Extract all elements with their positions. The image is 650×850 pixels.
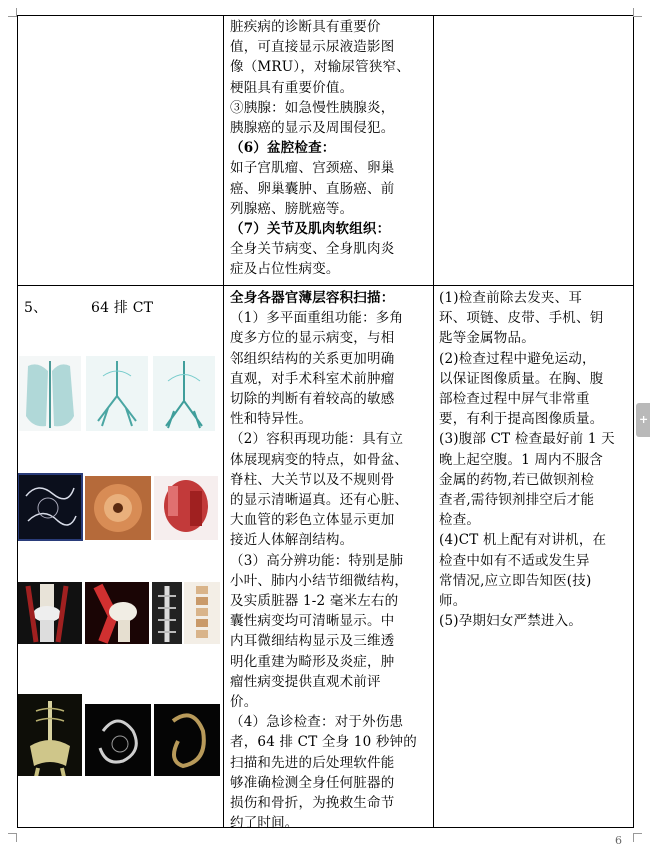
text-line: 症及占位性病变。 (230, 261, 340, 278)
text-line: 以保证图像质量。在胸、腹 (439, 370, 604, 387)
pelvis-skeleton-image (18, 694, 82, 776)
ct-image-grid (18, 356, 223, 776)
side-expand-tab[interactable] (636, 403, 650, 437)
ct-heading: 全身各器官薄层容积扫描： (230, 290, 395, 306)
text-line: （2）容积再现功能：具有立 (230, 431, 404, 448)
inner-ear-image (85, 704, 151, 776)
row1-content-cell (230, 17, 430, 280)
text-line: (5)孕期妇女严禁进入。 (439, 613, 583, 630)
text-line: 如子宫肌瘤、宫颈癌、卵巢 (230, 160, 395, 177)
row2-notes-cell (439, 288, 634, 631)
text-line: 体展现病变的特点，如骨盆、 (230, 451, 409, 468)
crop-mark (633, 8, 642, 17)
ct-images (18, 356, 223, 776)
colon-reconstruction-image (18, 474, 82, 540)
text-line: 常情况,应立即告知医(技) (439, 572, 592, 589)
text-line: 检查。 (439, 512, 481, 529)
text-line: (4)CT 机上配有对讲机，在 (439, 532, 607, 549)
text-line: 全身关节病变、全身肌肉炎 (230, 241, 395, 258)
text-line: 部检查过程中屏气非常重 (439, 391, 590, 408)
row-divider (18, 285, 633, 286)
text-line: 要，有利于提高图像质量。 (439, 411, 604, 428)
text-line: 性和特异性。 (230, 411, 313, 428)
text-line: 晚上起空腹。1 周内不服含 (439, 451, 603, 468)
text-line: 梗阻具有重要价值。 (230, 79, 354, 96)
crop-mark (8, 8, 17, 17)
text-line: 切除的判断有着较高的敏感 (230, 391, 395, 408)
text-line: （3）高分辨功能：特别是肺 (230, 552, 404, 569)
text-line: 癌、卵巢囊肿、直肠癌、前 (230, 180, 395, 197)
text-line: 像（MRU），对输尿管狭窄、 (230, 59, 410, 76)
text-line: 值，可直接显示尿液造影图 (230, 39, 395, 56)
knee-joint-color-image (85, 582, 149, 644)
text-line: 环、项链、皮带、手机、钥 (439, 310, 604, 327)
text-line: 度多方位的显示病变，与相 (230, 330, 395, 347)
knee-joint-image (18, 582, 82, 644)
text-line: 匙等金属物品。 (439, 330, 535, 347)
text-line: 囊性病变均可清晰显示。中 (230, 613, 395, 630)
text-line: 直观，对手术科室术前肿瘤 (230, 370, 395, 387)
text-line: 及实质脏器 1-2 毫米左右的 (230, 593, 399, 610)
virtual-endoscopy-image (85, 476, 151, 540)
text-line: (3)腹部 CT 检查最好前 1 天 (439, 431, 615, 448)
column-divider (433, 16, 434, 827)
text-line: 够准确检测全身任何脏器的 (230, 774, 395, 791)
text-line: 内耳微细结构显示及三维透 (230, 633, 395, 650)
bronchial-tree-image (86, 356, 148, 431)
joint-heading: （7）关节及肌肉软组织： (230, 221, 391, 238)
bronchial-tree-image (153, 356, 215, 431)
text-line: 明化重建为畸形及炎症，肿 (230, 653, 395, 670)
ct-description (230, 308, 430, 833)
cardiac-vessel-image (154, 476, 218, 540)
text-line: 胰腺癌的显示及周围侵犯。 (230, 120, 395, 137)
text-line: 脊柱、大关节以及不规则骨 (230, 471, 395, 488)
text-line: 查者,需待钡剂排空后才能 (439, 492, 595, 509)
lung-reconstruction-image (19, 356, 81, 431)
page-number: 6 (615, 834, 622, 847)
text-line: 损伤和骨折，为挽救生命节 (230, 795, 395, 812)
text-line: 大血管的彩色立体显示更加 (230, 512, 395, 529)
plus-icon: + (639, 413, 649, 426)
text-line: 约了时间。 (230, 815, 299, 832)
text-line: 的显示清晰逼真。还有心脏、 (230, 492, 409, 509)
text-line: （4）急诊检查：对于外伤患 (230, 714, 404, 731)
text-line: 者，64 排 CT 全身 10 秒钟的 (230, 734, 417, 751)
text-line: 邻组织结构的关系更加明确 (230, 350, 395, 367)
text-line: 金属的药物,若已做钡剂检 (439, 471, 595, 488)
text-line: 师。 (439, 593, 467, 610)
vessel-structure-image (154, 704, 220, 776)
skeleton-image (152, 582, 182, 644)
spine-image (184, 582, 220, 644)
item-name: 64 排 CT (91, 300, 154, 316)
text-line: 检查中如有不适或发生异 (439, 552, 590, 569)
crop-mark (8, 833, 17, 842)
text-line: 脏疾病的诊断具有重要价 (230, 19, 381, 35)
text-line: 列腺癌、膀胱癌等。 (230, 200, 354, 217)
text-line: 扫描和先进的后处理软件能 (230, 754, 395, 771)
crop-mark (633, 833, 642, 842)
text-line: 小叶、肺内小结节细微结构， (230, 572, 409, 589)
pelvis-heading: （6）盆腔检查： (230, 140, 336, 157)
column-divider (223, 16, 224, 827)
ct-notes (439, 288, 634, 631)
document-table (17, 15, 634, 832)
text-line: 接近人体解剖结构。 (230, 532, 354, 549)
item-number: 5、 (24, 300, 48, 316)
text-line: （1）多平面重组功能：多角 (230, 310, 404, 327)
text-line: 瘤性病变提供直观术前评 (230, 673, 381, 690)
text-line: ③胰腺：如急慢性胰腺炎， (230, 99, 395, 116)
text-line: (1)检查前除去发夹、耳 (439, 290, 583, 306)
row2-content-cell (230, 288, 430, 833)
text-line: 价。 (230, 694, 258, 711)
text-line: (2)检查过程中避免运动， (439, 350, 596, 367)
